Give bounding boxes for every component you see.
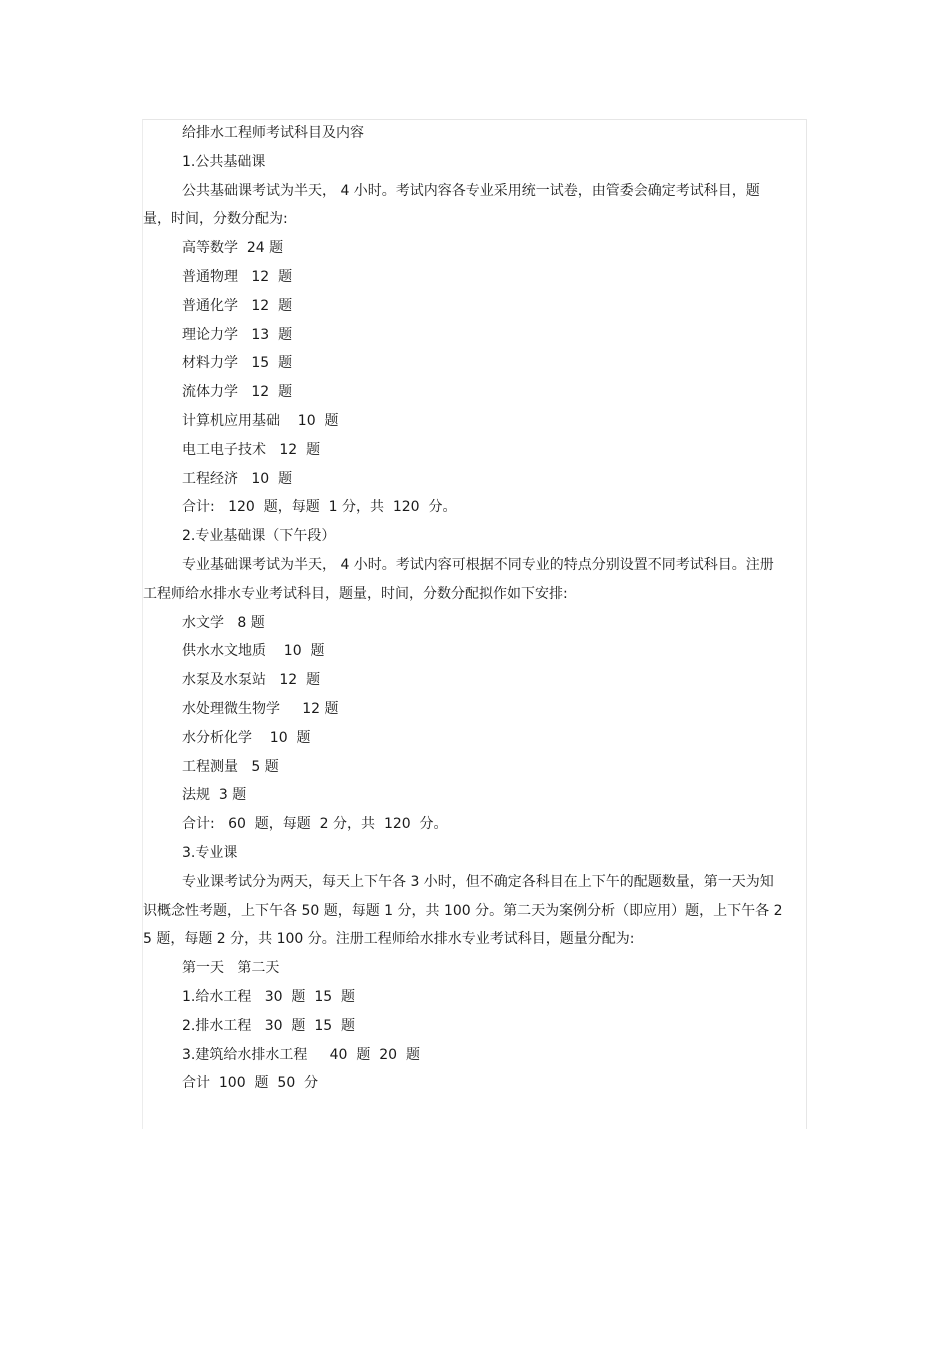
section-2-item: 法规 3 题 [182, 787, 247, 804]
document-body [143, 119, 783, 1098]
section-2-item: 水泵及水泵站 12 题 [182, 672, 321, 689]
section-3-item: 2.排水工程 30 题 15 题 [182, 1017, 356, 1034]
section-1-total: 合计: 120 题，每题 1 分，共 120 分。 [182, 499, 457, 516]
section-1-item: 电工电子技术 12 题 [182, 441, 321, 458]
section-3-total: 合计 100 题 50 分 [182, 1075, 319, 1092]
section-2-item: 工程测量 5 题 [182, 758, 279, 775]
section-1-item: 普通物理 12 题 [182, 268, 293, 285]
section-2-item: 水处理微生物学 12 题 [182, 700, 339, 717]
section-1-item: 工程经济 10 题 [182, 470, 293, 487]
section-2-item: 水文学 8 题 [182, 614, 265, 631]
section-1-item: 流体力学 12 题 [182, 384, 293, 401]
section-3-days-header: 第一天 第二天 [182, 960, 280, 977]
section-3-item: 3.建筑给水排水工程 40 题 20 题 [182, 1046, 420, 1063]
section-1-item: 普通化学 12 题 [182, 297, 293, 314]
section-2-item: 水分析化学 10 题 [182, 729, 311, 746]
section-3-intro: 专业课考试分为两天，每天上下午各 3 小时，但不确定各科目在上下午的配题数量，第一天为知识概念性考题，上下午各 50 题，每题 1 分，共 100 分。第二天为案例分析（即应用）题，上下午各 25 题，每题 2 分，共 100 分。注册工程师给水排水专业考试科目，题量分配为: [143, 873, 783, 948]
section-1-item: 理论力学 13 题 [182, 326, 293, 343]
section-1-item: 材料力学 15 题 [182, 355, 293, 372]
document-title: 给排水工程师考试科目及内容 [182, 125, 364, 141]
section-2-intro: 专业基础课考试为半天， 4 小时。考试内容可根据不同专业的特点分别设置不同考试科目。注册工程师给水排水专业考试科目，题量，时间，分数分配拟作如下安排: [143, 556, 774, 602]
section-3-item: 1.给水工程 30 题 15 题 [182, 988, 356, 1005]
section-1-heading: 1.公共基础课 [182, 153, 266, 170]
section-1-item: 高等数学 24 题 [182, 240, 284, 257]
section-2-item: 供水水文地质 10 题 [182, 643, 325, 660]
section-1-intro: 公共基础课考试为半天， 4 小时。考试内容各专业采用统一试卷，由管委会确定考试科目，题量，时间，分数分配为: [143, 182, 760, 228]
section-1-item: 计算机应用基础 10 题 [182, 412, 339, 429]
section-3-heading: 3.专业课 [182, 844, 238, 861]
section-2-total: 合计: 60 题，每题 2 分，共 120 分。 [182, 816, 448, 833]
section-2-heading: 2.专业基础课（下午段） [182, 528, 336, 545]
